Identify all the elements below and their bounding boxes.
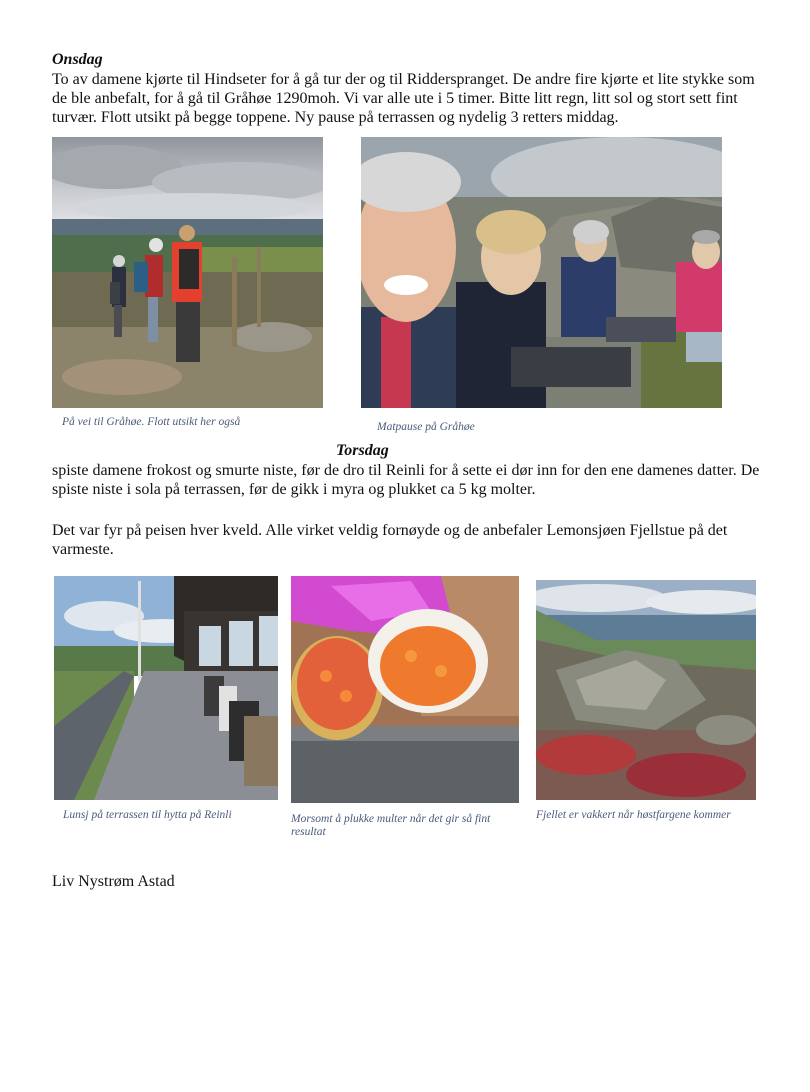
photo-lunch-break	[361, 137, 722, 408]
day-text-torsdag: spiste damene frokost og smurte niste, før de dro til Reinli for å sette ei dør inn for den ene damenes datter. De spiste niste i sola på terrassen, før de gikk i myra og plukket ca 5 kg molter.	[52, 462, 760, 498]
day-heading-torsdag: Torsdag	[336, 442, 389, 459]
photo-cloudberries	[291, 576, 519, 803]
photo-terrace	[54, 576, 278, 800]
caption-autumn-mountain: Fjellet er vakkert når høstfargene kommer	[536, 809, 731, 821]
caption-hikers: På vei til Gråhøe. Flott utsikt her også	[62, 416, 241, 428]
caption-cloudberries: Morsomt å plukke multer når det gir så fint resultat	[291, 813, 491, 838]
photo-hikers	[52, 137, 323, 408]
author-name: Liv Nystrøm Astad	[52, 873, 175, 890]
closing-paragraph: Det var fyr på peisen hver kveld. Alle virket veldig fornøyde og de anbefaler Lemonsjøen Fjellstue på det varmeste.	[52, 522, 728, 558]
day-text-onsdag: To av damene kjørte til Hindseter for å gå tur der og til Ridderspranget. De andre fire kjørte et lite stykke som de ble anbefalt, for å gå til Gråhøe 1290moh. Vi var alle ute i 5 timer. Bitte litt regn, litt sol og stort sett fint turvær. Flott utsikt på begge toppene. Ny pause på terrassen og nydelig 3 retters middag.	[52, 71, 755, 126]
caption-lunch-break: Matpause på Gråhøe	[377, 421, 475, 433]
day-heading-onsdag: Onsdag	[52, 51, 103, 68]
caption-terrace: Lunsj på terrassen til hytta på Reinli	[63, 809, 232, 821]
photo-autumn-mountain	[536, 580, 756, 800]
